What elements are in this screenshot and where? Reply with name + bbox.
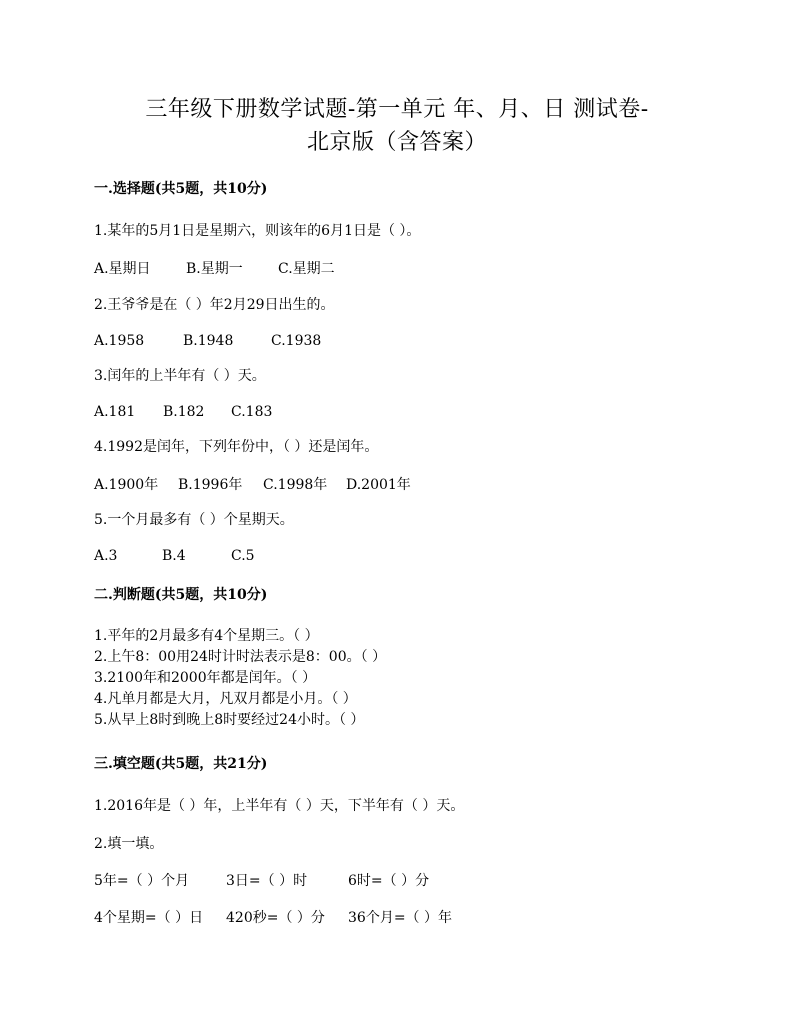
page-title-line2: 北京版（含答案） <box>306 130 487 155</box>
question-4: 4.1992是闰年，下列年份中，（ ）还是闰年。 <box>94 439 379 455</box>
option-a: A.181 <box>94 404 136 420</box>
judgement-item-3: 3.2100年和2000年都是闰年。（ ） <box>94 670 317 686</box>
fill-item: 6时=（ ）分 <box>348 873 430 889</box>
fill-row-1 <box>94 872 429 890</box>
question-3: 3.闰年的上半年有（ ）天。 <box>94 368 266 384</box>
question-2-options <box>94 332 321 350</box>
question-1: 1.某年的5月1日是星期六，则该年的6月1日是（ ）。 <box>94 223 421 239</box>
option-c: C.1998年 <box>263 477 328 493</box>
option-a: A.1958 <box>94 333 145 349</box>
option-b: B.182 <box>163 404 205 420</box>
judgement-item-4: 4.凡单月都是大月，凡双月都是小月。（ ） <box>94 691 357 707</box>
fill-item: 4个星期=（ ）日 <box>94 910 204 926</box>
fill-question-1: 1.2016年是（ ）年，上半年有（ ）天，下半年有（ ）天。 <box>94 798 465 814</box>
question-5: 5.一个月最多有（ ）个星期天。 <box>94 512 294 528</box>
option-d: D.2001年 <box>346 477 411 493</box>
section-heading-fill: 三.填空题(共5题，共21分) <box>94 756 268 772</box>
fill-item: 5年=（ ）个月 <box>94 873 190 889</box>
question-4-options <box>94 476 411 494</box>
option-c: C.星期二 <box>278 261 335 277</box>
question-2: 2.王爷爷是在（ ）年2月29日出生的。 <box>94 297 335 313</box>
option-a: A.1900年 <box>94 477 159 493</box>
option-b: B.4 <box>162 548 186 564</box>
option-a: A.星期日 <box>94 261 151 277</box>
fill-row-2 <box>94 909 452 927</box>
option-b: B.星期一 <box>186 261 243 277</box>
question-1-options <box>94 260 335 278</box>
option-c: C.183 <box>231 404 273 420</box>
fill-question-2: 2.填一填。 <box>94 836 164 852</box>
question-5-options <box>94 547 255 565</box>
section-heading-choice: 一.选择题(共5题，共10分) <box>94 181 268 197</box>
fill-item: 36个月=（ ）年 <box>348 910 452 926</box>
judgement-item-2: 2.上午8：00用24时计时法表示是8：00。（ ） <box>94 649 387 665</box>
option-b: B.1996年 <box>178 477 243 493</box>
option-b: B.1948 <box>183 333 234 349</box>
question-3-options <box>94 403 272 421</box>
option-c: C.5 <box>231 548 255 564</box>
page-title-line1: 三年级下册数学试题-第一单元 年、月、日 测试卷- <box>145 97 649 122</box>
fill-item: 3日=（ ）时 <box>226 873 308 889</box>
fill-item: 420秒=（ ）分 <box>226 910 325 926</box>
option-c: C.1938 <box>271 333 322 349</box>
judgement-item-1: 1.平年的2月最多有4个星期三。（ ） <box>94 628 319 644</box>
section-heading-judgement: 二.判断题(共5题，共10分) <box>94 587 268 603</box>
judgement-item-5: 5.从早上8时到晚上8时要经过24小时。（ ） <box>94 712 365 728</box>
option-a: A.3 <box>94 548 118 564</box>
